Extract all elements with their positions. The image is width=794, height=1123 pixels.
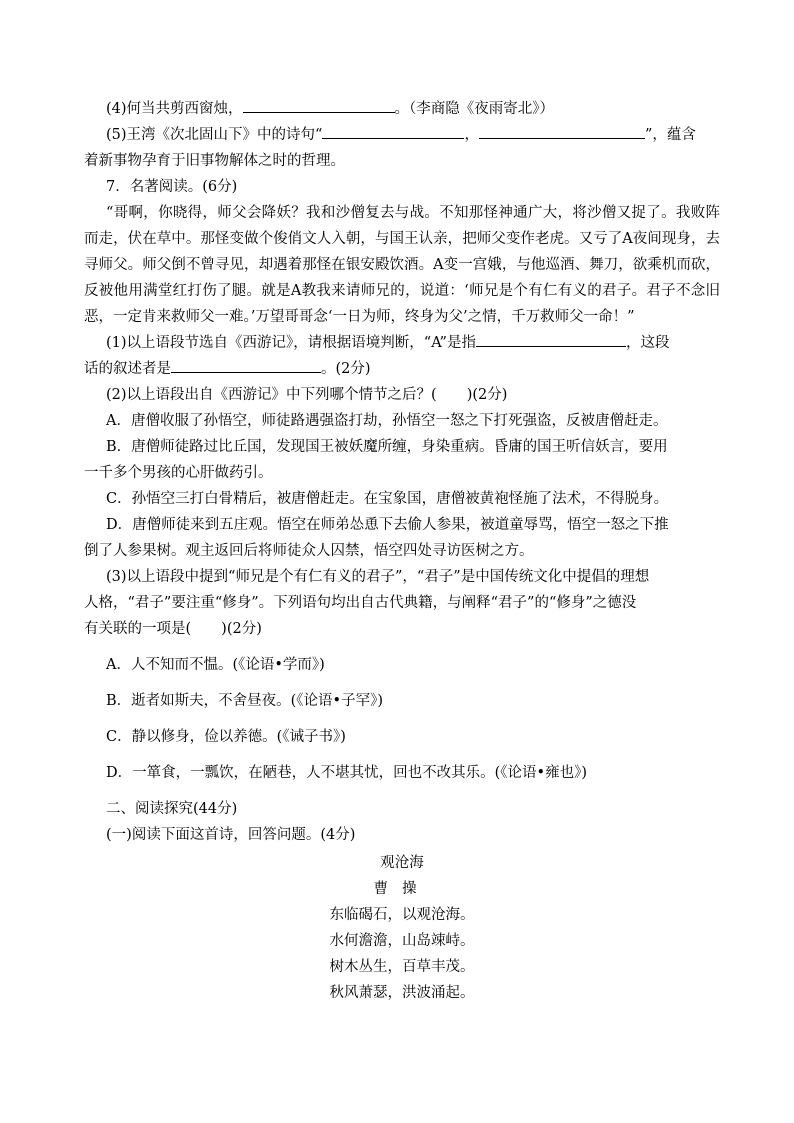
q7-sub2-option-b-line2: 一千多个男孩的心肝做药引。 <box>84 465 273 481</box>
poem-line: 树木丛生，百草丰茂。 <box>329 959 475 975</box>
q7-sub2-option-a: A．唐僧收服了孙悟空，师徒路遇强盗打劫，孙悟空一怒之下打死强盗，反被唐僧赶走。 <box>106 413 668 429</box>
q7-sub2-stem-prefix: (2)以上语段出自《西游记》中下列哪个情节之后？( <box>106 387 437 403</box>
poem-author-char: 曹 <box>373 881 402 897</box>
q7-heading: 7．名著阅读。(6分) <box>106 179 238 195</box>
q7-sub2-option-b-line1: B．唐僧师徒路过比丘国，发现国王被妖魔所缠，身染重病。昏庸的国王听信妖言，要用 <box>106 439 668 455</box>
q7-sub2-option-d-line2: 倒了人参果树。观主返回后将师徒众人囚禁，悟空四处寻访医树之方。 <box>84 543 534 559</box>
q6-item5-line2: 着新事物孕育于旧事物解体之时的哲理。 <box>84 153 345 169</box>
q7-sub1-prefix: (1)以上语段节选自《西游记》，请根据语境判断，“A”是指 <box>106 335 476 351</box>
q7-sub2-option-c: C．孙悟空三打白骨精后，被唐僧赶走。在宝象国，唐僧被黄袍怪施了法术，不得脱身。 <box>106 491 669 507</box>
q7-sub2-stem-suffix: )(2分) <box>466 387 508 403</box>
q6-item4-prefix: (4)何当共剪西窗烛， <box>106 101 243 117</box>
q7-sub2-option-d-line1: D．唐僧师徒来到五庄观。悟空在师弟怂恿下去偷人参果，被道童辱骂，悟空一怒之下推 <box>106 517 669 533</box>
q6-item4-suffix: 。（李商隐《夜雨寄北》） <box>394 101 555 117</box>
poem-title: 观沧海 <box>380 855 424 871</box>
answer-blank[interactable] <box>243 98 395 113</box>
poem-line: 水何澹澹，山岛竦峙。 <box>329 933 475 949</box>
q7-passage: “哥啊，你晓得，师父会降妖？我和沙僧复去与战。不知那怪神通广大，将沙僧又捉了。我败阵而走，伏在草中。那怪变做个俊俏文人入朝，与国王认亲，把师父变作老虎。又亏了A夜间现身，去寻师父。师父倒不曾寻见，却遇着那怪在银安殿饮酒。A变一宫娥，与他巡酒、舞刀，欲乘机而砍，反被他用满堂红打伤了腿。就是A教我来请师兄的，说道：‘师兄是个有仁有义的君子。君子不念旧恶，一定肯来救师父一难。’万望哥哥念‘一日为师，终身为父’之情，千万救师父一命！” <box>84 205 720 325</box>
q6-item5-comma: ， <box>464 127 479 143</box>
q7-sub3-option-d: D．一箪食，一瓢饮，在陋巷，人不堪其忧，回也不改其乐。(《论语•雍也》) <box>106 765 587 781</box>
q7-sub1-suffix: 。(2分) <box>321 361 371 377</box>
q7-sub3-line3-prefix: 有关联的一项是( <box>84 621 192 637</box>
q7-sub2-stem <box>84 382 720 408</box>
q6-item5-suffix: ”，蕴含 <box>644 127 696 143</box>
q7-sub3-line3-suffix: )(2分) <box>221 621 262 637</box>
section2-part1: (一)阅读下面这首诗，回答问题。(4分) <box>106 827 356 843</box>
exam-page <box>84 96 720 1006</box>
poem-author <box>84 876 720 902</box>
q7-sub3-line2: 人格，“君子”要注重“修身”。下列语句均出自古代典籍，与阐释“君子”的“修身”之德没 <box>84 595 637 611</box>
q6-item5-prefix: (5)王湾《次北固山下》中的诗句“ <box>106 127 323 143</box>
q7-sub3-line1: (3)以上语段中提到“师兄是个有仁有义的君子”，“君子”是中国传统文化中提倡的理想 <box>106 569 650 585</box>
poem-author-char: 操 <box>402 881 431 897</box>
q7-sub1-line2-text: 话的叙述者是 <box>84 361 171 377</box>
q6-item5 <box>84 122 720 148</box>
poem-line: 东临碣石，以观沧海。 <box>329 907 475 923</box>
q7-sub1-line2 <box>84 356 720 382</box>
q7-sub3-line3 <box>84 616 720 642</box>
q7-sub1 <box>84 330 720 356</box>
answer-blank[interactable] <box>479 124 645 139</box>
answer-blank[interactable] <box>322 124 464 139</box>
q6-item4 <box>84 96 720 122</box>
section2-heading: 二、阅读探究(44分) <box>106 801 238 817</box>
answer-blank[interactable] <box>476 332 626 347</box>
poem-line: 秋风萧瑟，洪波涌起。 <box>329 985 475 1001</box>
q7-sub3-option-c: C．静以修身，俭以养德。(《诫子书》) <box>106 729 346 745</box>
q7-sub3-option-b: B．逝者如斯夫，不舍昼夜。(《论语•子罕》) <box>106 693 384 709</box>
q7-sub1-mid: ，这段 <box>625 335 670 351</box>
answer-blank[interactable] <box>171 358 321 373</box>
q7-sub3-option-a: A．人不知而不愠。(《论语•学而》) <box>106 657 325 673</box>
